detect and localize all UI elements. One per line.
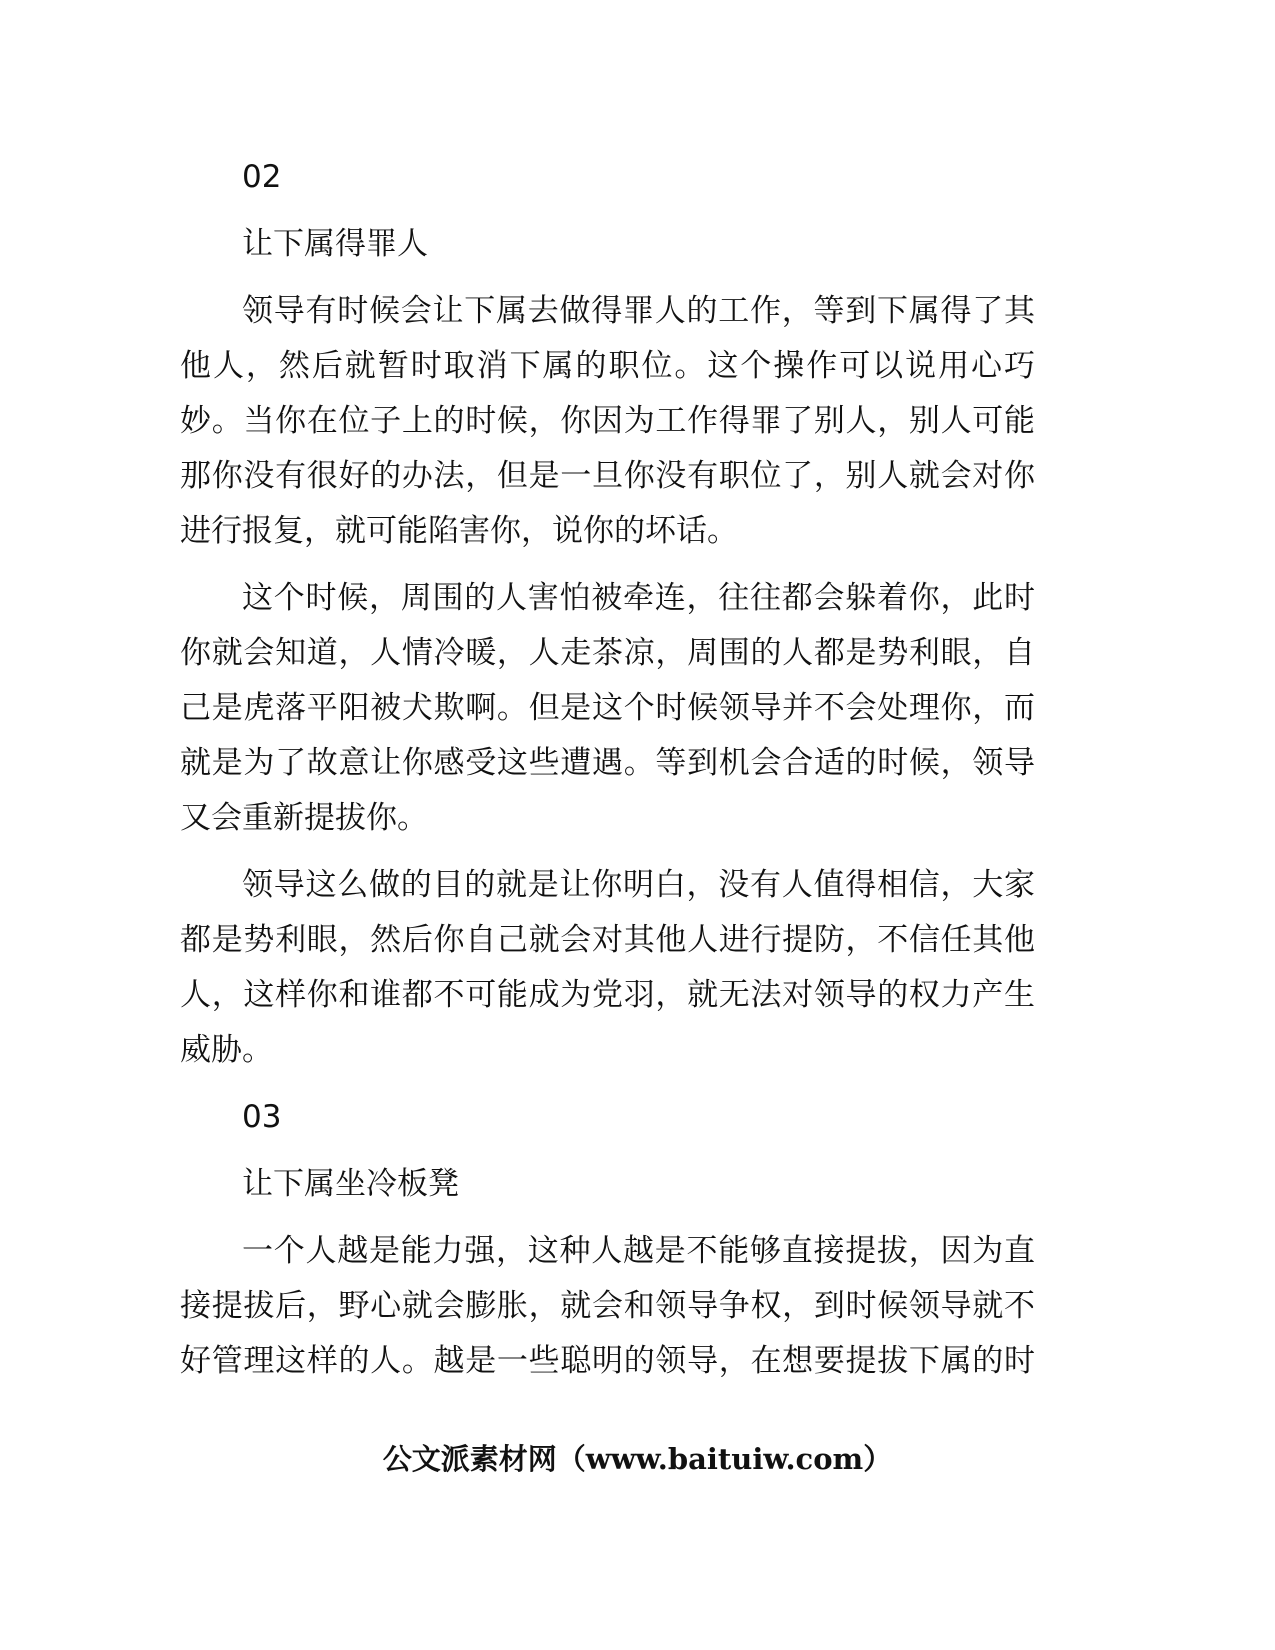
paragraph-line: 就是为了故意让你感受这些遭遇。等到机会合适的时候，领导: [180, 745, 1035, 781]
paragraph-line: 他人，然后就暂时取消下属的职位。这个操作可以说用心巧: [180, 348, 1035, 384]
paragraph-line: 威胁。: [180, 1032, 273, 1068]
paragraph-line: 接提拔后，野心就会膨胀，就会和领导争权，到时候领导就不: [180, 1288, 1035, 1324]
paragraph-line: 妙。当你在位子上的时候，你因为工作得罪了别人，别人可能: [180, 403, 1035, 439]
paragraph-line: 进行报复，就可能陷害你，说你的坏话。: [180, 513, 738, 549]
section-number: 03: [242, 1099, 282, 1135]
paragraph-line: 己是虎落平阳被犬欺啊。但是这个时候领导并不会处理你，而: [180, 690, 1035, 726]
paragraph-line: 人，这样你和谁都不可能成为党羽，就无法对领导的权力产生: [180, 977, 1035, 1013]
paragraph: [180, 284, 1035, 559]
document-page: [180, 150, 1035, 1401]
paragraph-line: 这个时候，周围的人害怕被牵连，往往都会躲着你，此时: [242, 580, 1035, 616]
section-02: [180, 150, 1035, 1078]
paragraph-line: 都是势利眼，然后你自己就会对其他人进行提防，不信任其他: [180, 922, 1035, 958]
section-number: 02: [242, 159, 282, 195]
paragraph: [180, 571, 1035, 846]
paragraph-line: 你就会知道，人情冷暖，人走茶凉，周围的人都是势利眼，自: [180, 635, 1035, 671]
paragraph-line: 好管理这样的人。越是一些聪明的领导，在想要提拔下属的时: [180, 1343, 1035, 1379]
page-footer: 公文派素材网（www.baituiw.com）: [382, 1442, 893, 1476]
paragraph: [180, 1224, 1035, 1389]
paragraph-line: 又会重新提拔你。: [180, 800, 428, 836]
paragraph-line: 领导有时候会让下属去做得罪人的工作，等到下属得了其: [242, 293, 1035, 329]
paragraph-line: 领导这么做的目的就是让你明白，没有人值得相信，大家: [242, 867, 1035, 903]
section-title: 让下属坐冷板凳: [242, 1166, 459, 1202]
paragraph: [180, 858, 1035, 1078]
paragraph-line: 一个人越是能力强，这种人越是不能够直接提拔，因为直: [242, 1233, 1035, 1269]
section-03: [180, 1090, 1035, 1389]
paragraph-line: 那你没有很好的办法，但是一旦你没有职位了，别人就会对你: [180, 458, 1035, 494]
section-title: 让下属得罪人: [242, 226, 428, 262]
